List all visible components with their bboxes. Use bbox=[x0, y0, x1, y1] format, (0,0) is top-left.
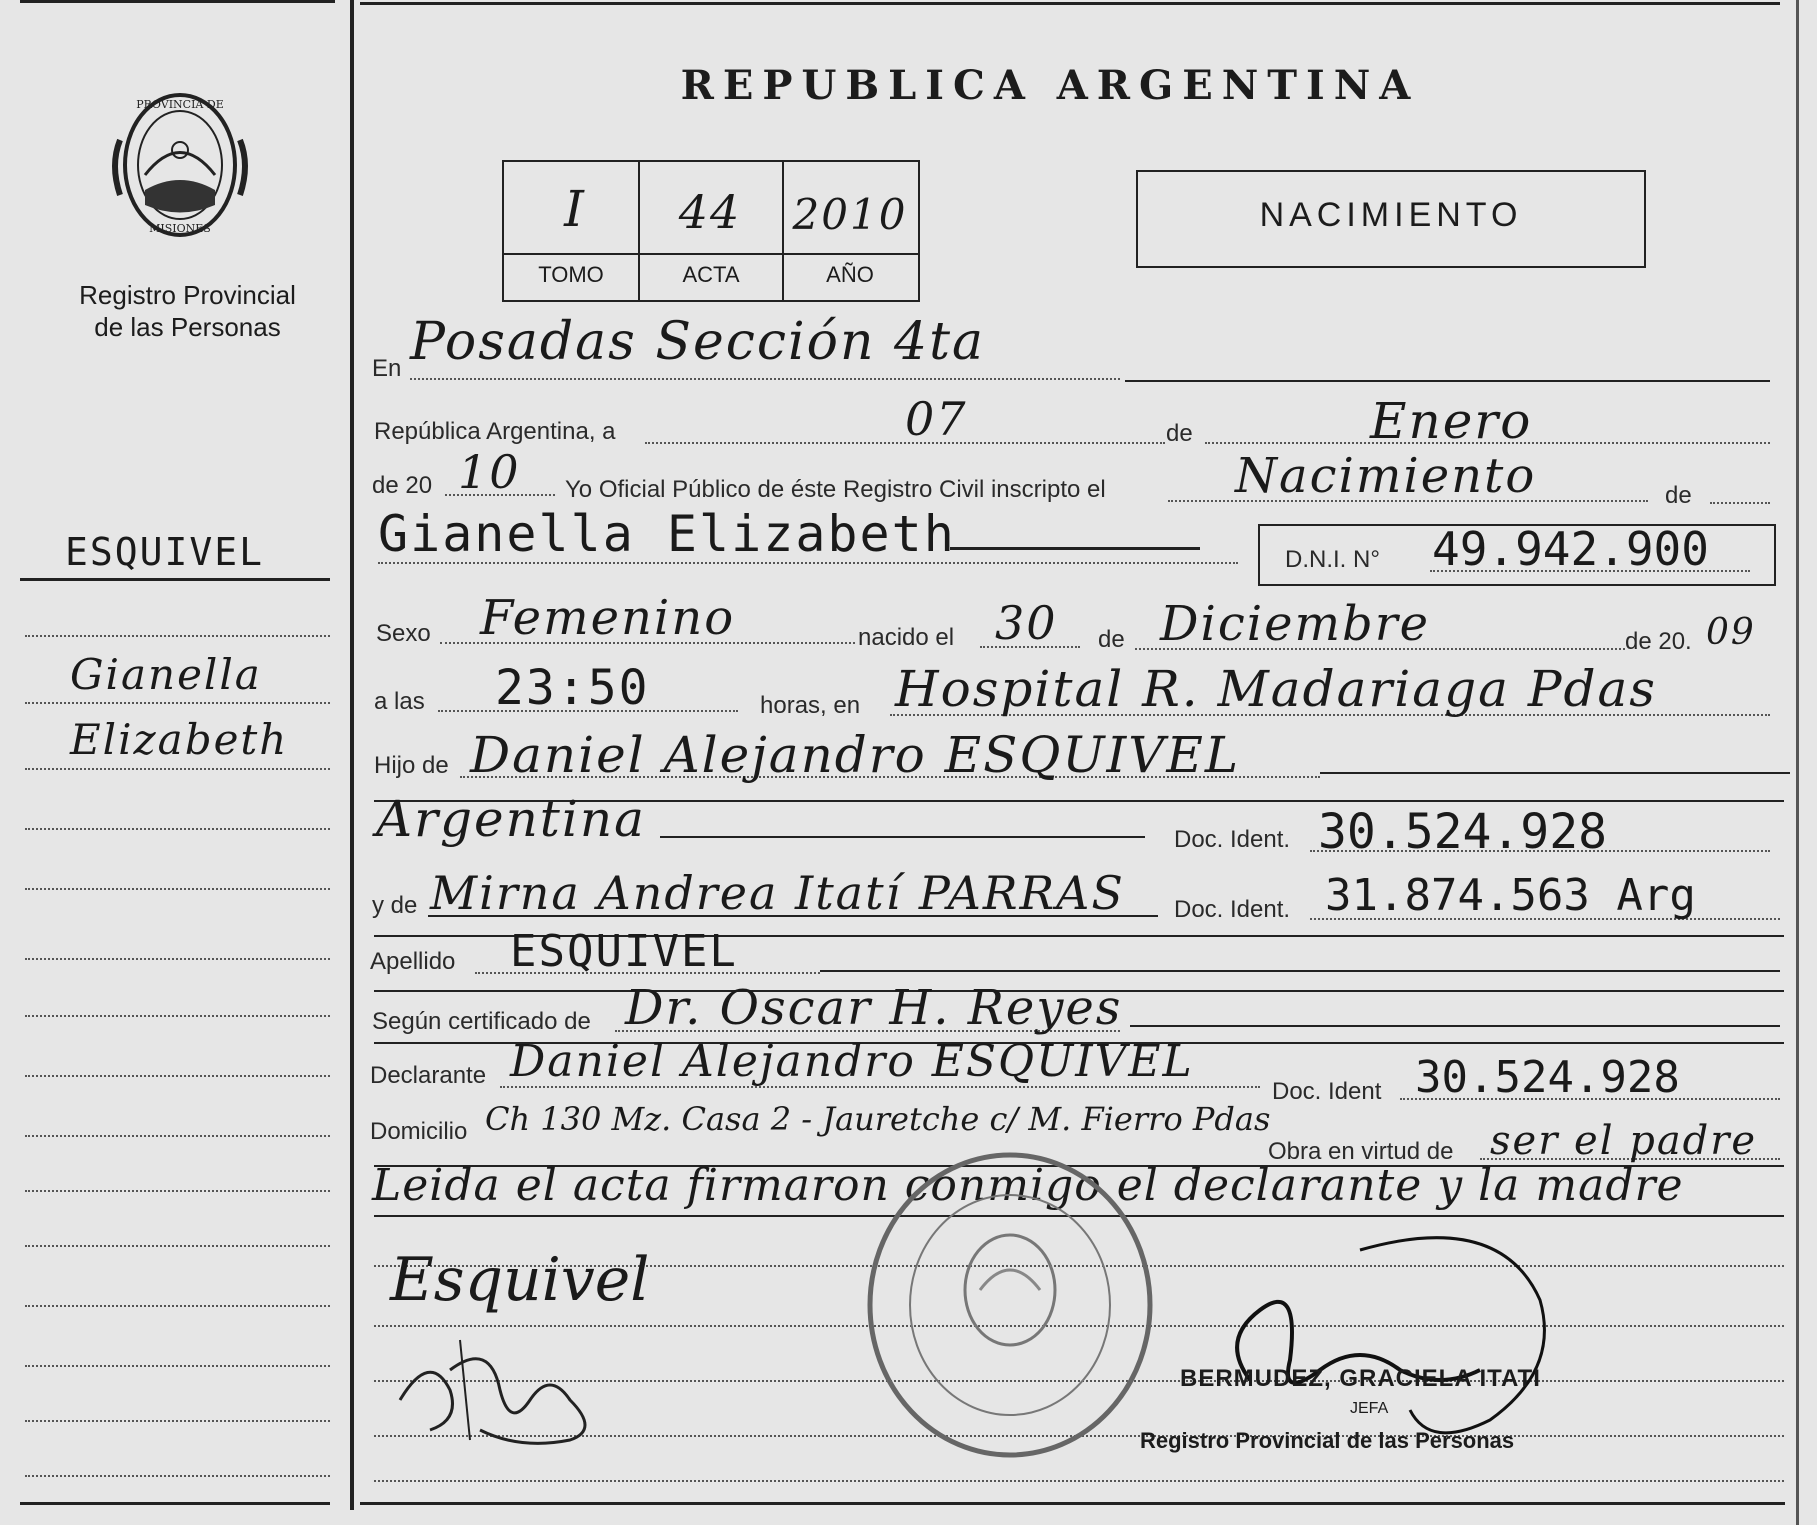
label-de-2: de bbox=[1665, 482, 1692, 509]
misiones-seal-logo bbox=[105, 80, 255, 250]
svg-text:PROVINCIA DE: PROVINCIA DE bbox=[136, 98, 224, 111]
official-registry-stamp: Registro Provincial de las Personas bbox=[1140, 1428, 1515, 1453]
value-padre: Daniel Alejandro ESQUIVEL bbox=[470, 726, 1241, 784]
record-type-label: NACIMIENTO bbox=[1259, 196, 1523, 234]
value-sexo: Femenino bbox=[480, 590, 736, 646]
value-doc-madre: 31.874.563 Arg bbox=[1325, 870, 1696, 921]
label-yo-oficial: Yo Oficial Público de éste Registro Civil inscripto el bbox=[565, 476, 1106, 503]
value-nac-anio: 09 bbox=[1706, 612, 1756, 653]
registry-name-line1: Registro Provincial bbox=[79, 280, 296, 310]
margin-dots bbox=[25, 702, 330, 704]
underline bbox=[1320, 772, 1790, 774]
label-de-20: de 20 bbox=[372, 472, 433, 499]
margin-dots bbox=[25, 1190, 330, 1192]
value-lugar-nac: Hospital R. Madariaga Pdas bbox=[895, 660, 1657, 718]
underline bbox=[1130, 1025, 1780, 1027]
margin-dots bbox=[25, 1475, 330, 1477]
tomo-value: I bbox=[564, 180, 586, 238]
underline bbox=[950, 547, 1200, 550]
value-anio-acta: 10 bbox=[458, 445, 521, 499]
value-leida: Leida el acta firmaron conmigo el declarante y la madre bbox=[372, 1160, 1684, 1211]
margin-dots bbox=[25, 1245, 330, 1247]
label-apellido: Apellido bbox=[370, 948, 456, 975]
underline bbox=[660, 836, 1145, 838]
label-horas-en: horas, en bbox=[760, 692, 861, 719]
value-hora: 23:50 bbox=[495, 660, 650, 716]
signature-declarante: Esquivel bbox=[390, 1245, 650, 1315]
label-de-3: de bbox=[1098, 626, 1125, 653]
underline bbox=[820, 970, 1780, 972]
underline bbox=[1125, 380, 1770, 382]
underline bbox=[378, 562, 1238, 564]
value-doc-declarante: 30.524.928 bbox=[1415, 1052, 1680, 1103]
value-lugar: Posadas Sección 4ta bbox=[410, 312, 985, 372]
underline bbox=[1710, 502, 1770, 504]
margin-dots bbox=[25, 1420, 330, 1422]
value-nac-padre: Argentina bbox=[376, 790, 646, 848]
right-border bbox=[1796, 0, 1799, 1525]
margin-given1: Gianella bbox=[70, 650, 262, 699]
label-sexo: Sexo bbox=[376, 620, 431, 647]
label-de-2009: de 20. bbox=[1625, 628, 1692, 655]
value-nac-dia: 30 bbox=[995, 596, 1058, 650]
value-nac-mes: Diciembre bbox=[1160, 596, 1431, 652]
label-y-de: y de bbox=[372, 892, 418, 919]
value-acto: Nacimiento bbox=[1235, 448, 1537, 504]
anio-label: AÑO bbox=[826, 262, 874, 287]
official-title-stamp: JEFA bbox=[1350, 1400, 1389, 1417]
margin-given2: Elizabeth bbox=[70, 715, 289, 764]
margin-dots bbox=[25, 1015, 330, 1017]
value-certificado: Dr. Oscar H. Reyes bbox=[625, 980, 1123, 1036]
value-obra: ser el padre bbox=[1490, 1118, 1758, 1164]
value-apellido: ESQUIVEL bbox=[510, 926, 738, 977]
value-madre: Mirna Andrea Itatí PARRAS bbox=[430, 866, 1125, 920]
label-declarante: Declarante bbox=[370, 1062, 487, 1089]
label-segun: Según certificado de bbox=[372, 1008, 591, 1035]
margin-bottom-rule bbox=[20, 1502, 330, 1505]
label-doc-ident-3: Doc. Ident bbox=[1272, 1078, 1382, 1105]
registry-name-line2: de las Personas bbox=[94, 312, 281, 342]
margin-dots bbox=[25, 1075, 330, 1077]
svg-text:MISIONES: MISIONES bbox=[149, 222, 211, 235]
margin-surname: ESQUIVEL bbox=[65, 530, 265, 574]
margin-dots bbox=[25, 1305, 330, 1307]
acta-value: 44 bbox=[678, 185, 742, 239]
top-rule-right bbox=[360, 2, 1780, 5]
label-doc-ident: Doc. Ident. bbox=[1174, 826, 1291, 853]
label-doc-ident-2: Doc. Ident. bbox=[1174, 896, 1291, 923]
country-title: REPUBLICA ARGENTINA bbox=[680, 62, 1420, 109]
label-de: de bbox=[1166, 420, 1193, 447]
value-doc-padre: 30.524.928 bbox=[1318, 804, 1607, 860]
margin-dots bbox=[25, 1135, 330, 1137]
record-table-row-divider bbox=[502, 253, 918, 255]
value-domicilio: Ch 130 Mz. Casa 2 - Jauretche c/ M. Fierro Pdas bbox=[485, 1100, 1271, 1138]
value-declarante: Daniel Alejandro ESQUIVEL bbox=[510, 1036, 1194, 1087]
margin-dots bbox=[25, 888, 330, 890]
label-a-las: a las bbox=[374, 688, 425, 715]
underline bbox=[410, 378, 1120, 380]
value-nombre: Gianella Elizabeth bbox=[378, 505, 956, 563]
signature-mother bbox=[370, 1330, 620, 1450]
label-obra: Obra en virtud de bbox=[1268, 1138, 1454, 1165]
signature-line bbox=[374, 1480, 1784, 1482]
acta-label: ACTA bbox=[682, 262, 740, 287]
top-rule-left bbox=[20, 0, 335, 3]
margin-dots bbox=[25, 958, 330, 960]
value-dni: 49.942.900 bbox=[1432, 522, 1709, 576]
label-dni: D.N.I. N° bbox=[1285, 546, 1380, 573]
label-nacido: nacido el bbox=[858, 624, 955, 651]
label-domicilio: Domicilio bbox=[370, 1118, 468, 1145]
value-dia: 07 bbox=[905, 392, 968, 446]
official-name-stamp: BERMUDEZ, GRACIELA ITATI bbox=[1180, 1365, 1541, 1392]
bottom-rule bbox=[360, 1502, 1785, 1505]
margin-dots bbox=[25, 768, 330, 770]
label-en: En bbox=[372, 355, 402, 382]
tomo-label: TOMO bbox=[538, 262, 604, 287]
margin-dots bbox=[25, 828, 330, 830]
signature-official bbox=[1180, 1220, 1600, 1450]
margin-dots bbox=[25, 1365, 330, 1367]
label-hijo-de: Hijo de bbox=[374, 752, 449, 779]
margin-surname-rule bbox=[20, 578, 330, 581]
label-republica: República Argentina, a bbox=[374, 418, 616, 445]
anio-value: 2010 bbox=[792, 190, 908, 239]
column-divider bbox=[350, 0, 354, 1510]
margin-dots bbox=[25, 635, 330, 637]
value-mes: Enero bbox=[1370, 392, 1533, 450]
official-seal-stamp bbox=[850, 1140, 1170, 1470]
